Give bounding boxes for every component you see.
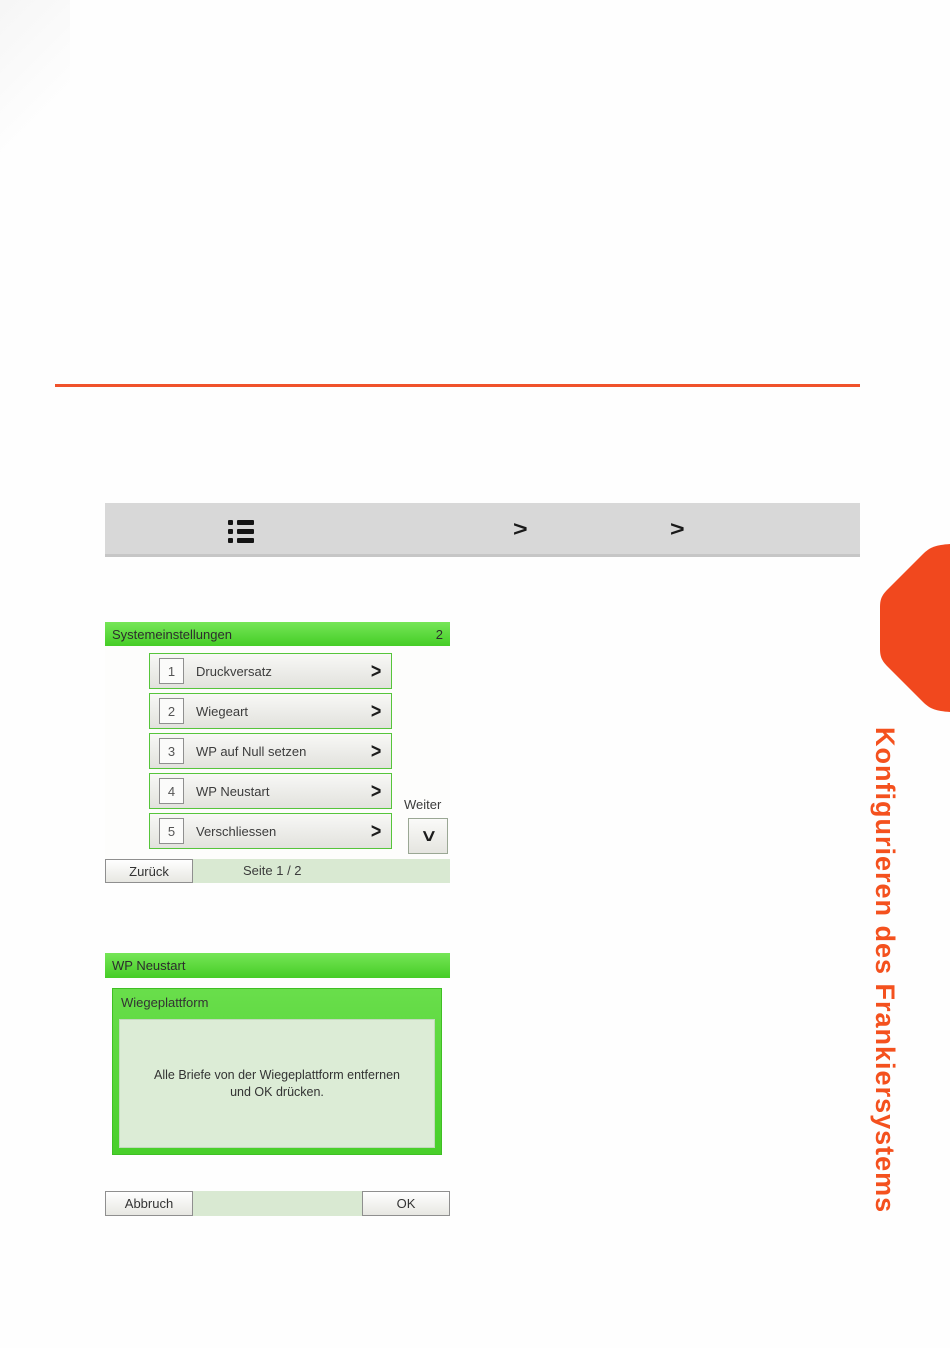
chevron-right-icon: > [370, 659, 382, 683]
screen-title: Systemeinstellungen [112, 626, 232, 642]
breadcrumb-bar [105, 503, 860, 557]
item-label: Verschliessen [196, 823, 277, 839]
item-number: 1 [159, 658, 184, 684]
screen-page-number: 2 [435, 626, 443, 642]
page-indicator: Seite 1 / 2 [243, 863, 302, 878]
next-page-label: Weiter [404, 797, 442, 812]
menu-item-verschliessen[interactable] [149, 813, 392, 849]
breadcrumb-separator-icon: > [670, 517, 685, 541]
screenshot-systemeinstellungen [105, 622, 450, 883]
menu-item-wp-neustart[interactable] [149, 773, 392, 809]
chevron-right-icon: > [370, 699, 382, 723]
menu-list-icon [228, 520, 254, 543]
item-label: WP Neustart [196, 783, 270, 799]
menu-item-druckversatz[interactable] [149, 653, 392, 689]
item-label: WP auf Null setzen [196, 743, 307, 759]
scan-artifact [0, 0, 70, 200]
screen-title-bar [105, 622, 450, 646]
chevron-right-icon: > [370, 819, 382, 843]
section-divider-rule [55, 384, 860, 387]
chevron-down-icon: > [415, 830, 441, 842]
menu-item-wp-auf-null-setzen[interactable] [149, 733, 392, 769]
item-label: Wiegeart [196, 703, 249, 719]
dialog-footer-bar [105, 1191, 450, 1216]
chevron-right-icon: > [370, 739, 382, 763]
chapter-tab-shape [880, 544, 950, 712]
item-number: 2 [159, 698, 184, 724]
screen-title-bar [105, 953, 450, 978]
item-number: 4 [159, 778, 184, 804]
chapter-title-vertical: Konfigurieren des Frankiersystems [870, 727, 900, 1214]
next-page-button[interactable] [408, 818, 448, 854]
breadcrumb-separator-icon: > [513, 517, 528, 541]
item-number: 5 [159, 818, 184, 844]
cancel-button[interactable]: Abbruch [105, 1191, 193, 1216]
ok-button[interactable]: OK [362, 1191, 450, 1216]
back-button[interactable]: Zurück [105, 859, 193, 883]
menu-item-wiegeart[interactable] [149, 693, 392, 729]
item-label: Druckversatz [196, 663, 272, 679]
chapter-tab-marker [878, 544, 950, 712]
screenshot-wp-neustart [105, 953, 450, 1216]
menu-footer-bar [105, 859, 450, 883]
menu-body [105, 646, 450, 859]
wiegeplattform-dialog [112, 988, 442, 1155]
item-number: 3 [159, 738, 184, 764]
chevron-right-icon: > [370, 779, 382, 803]
dialog-message: Alle Briefe von der Wiegeplattform entfernen und OK drücken. [119, 1019, 435, 1148]
dialog-title: Wiegeplattform [121, 995, 209, 1010]
screen-title: WP Neustart [112, 958, 186, 973]
